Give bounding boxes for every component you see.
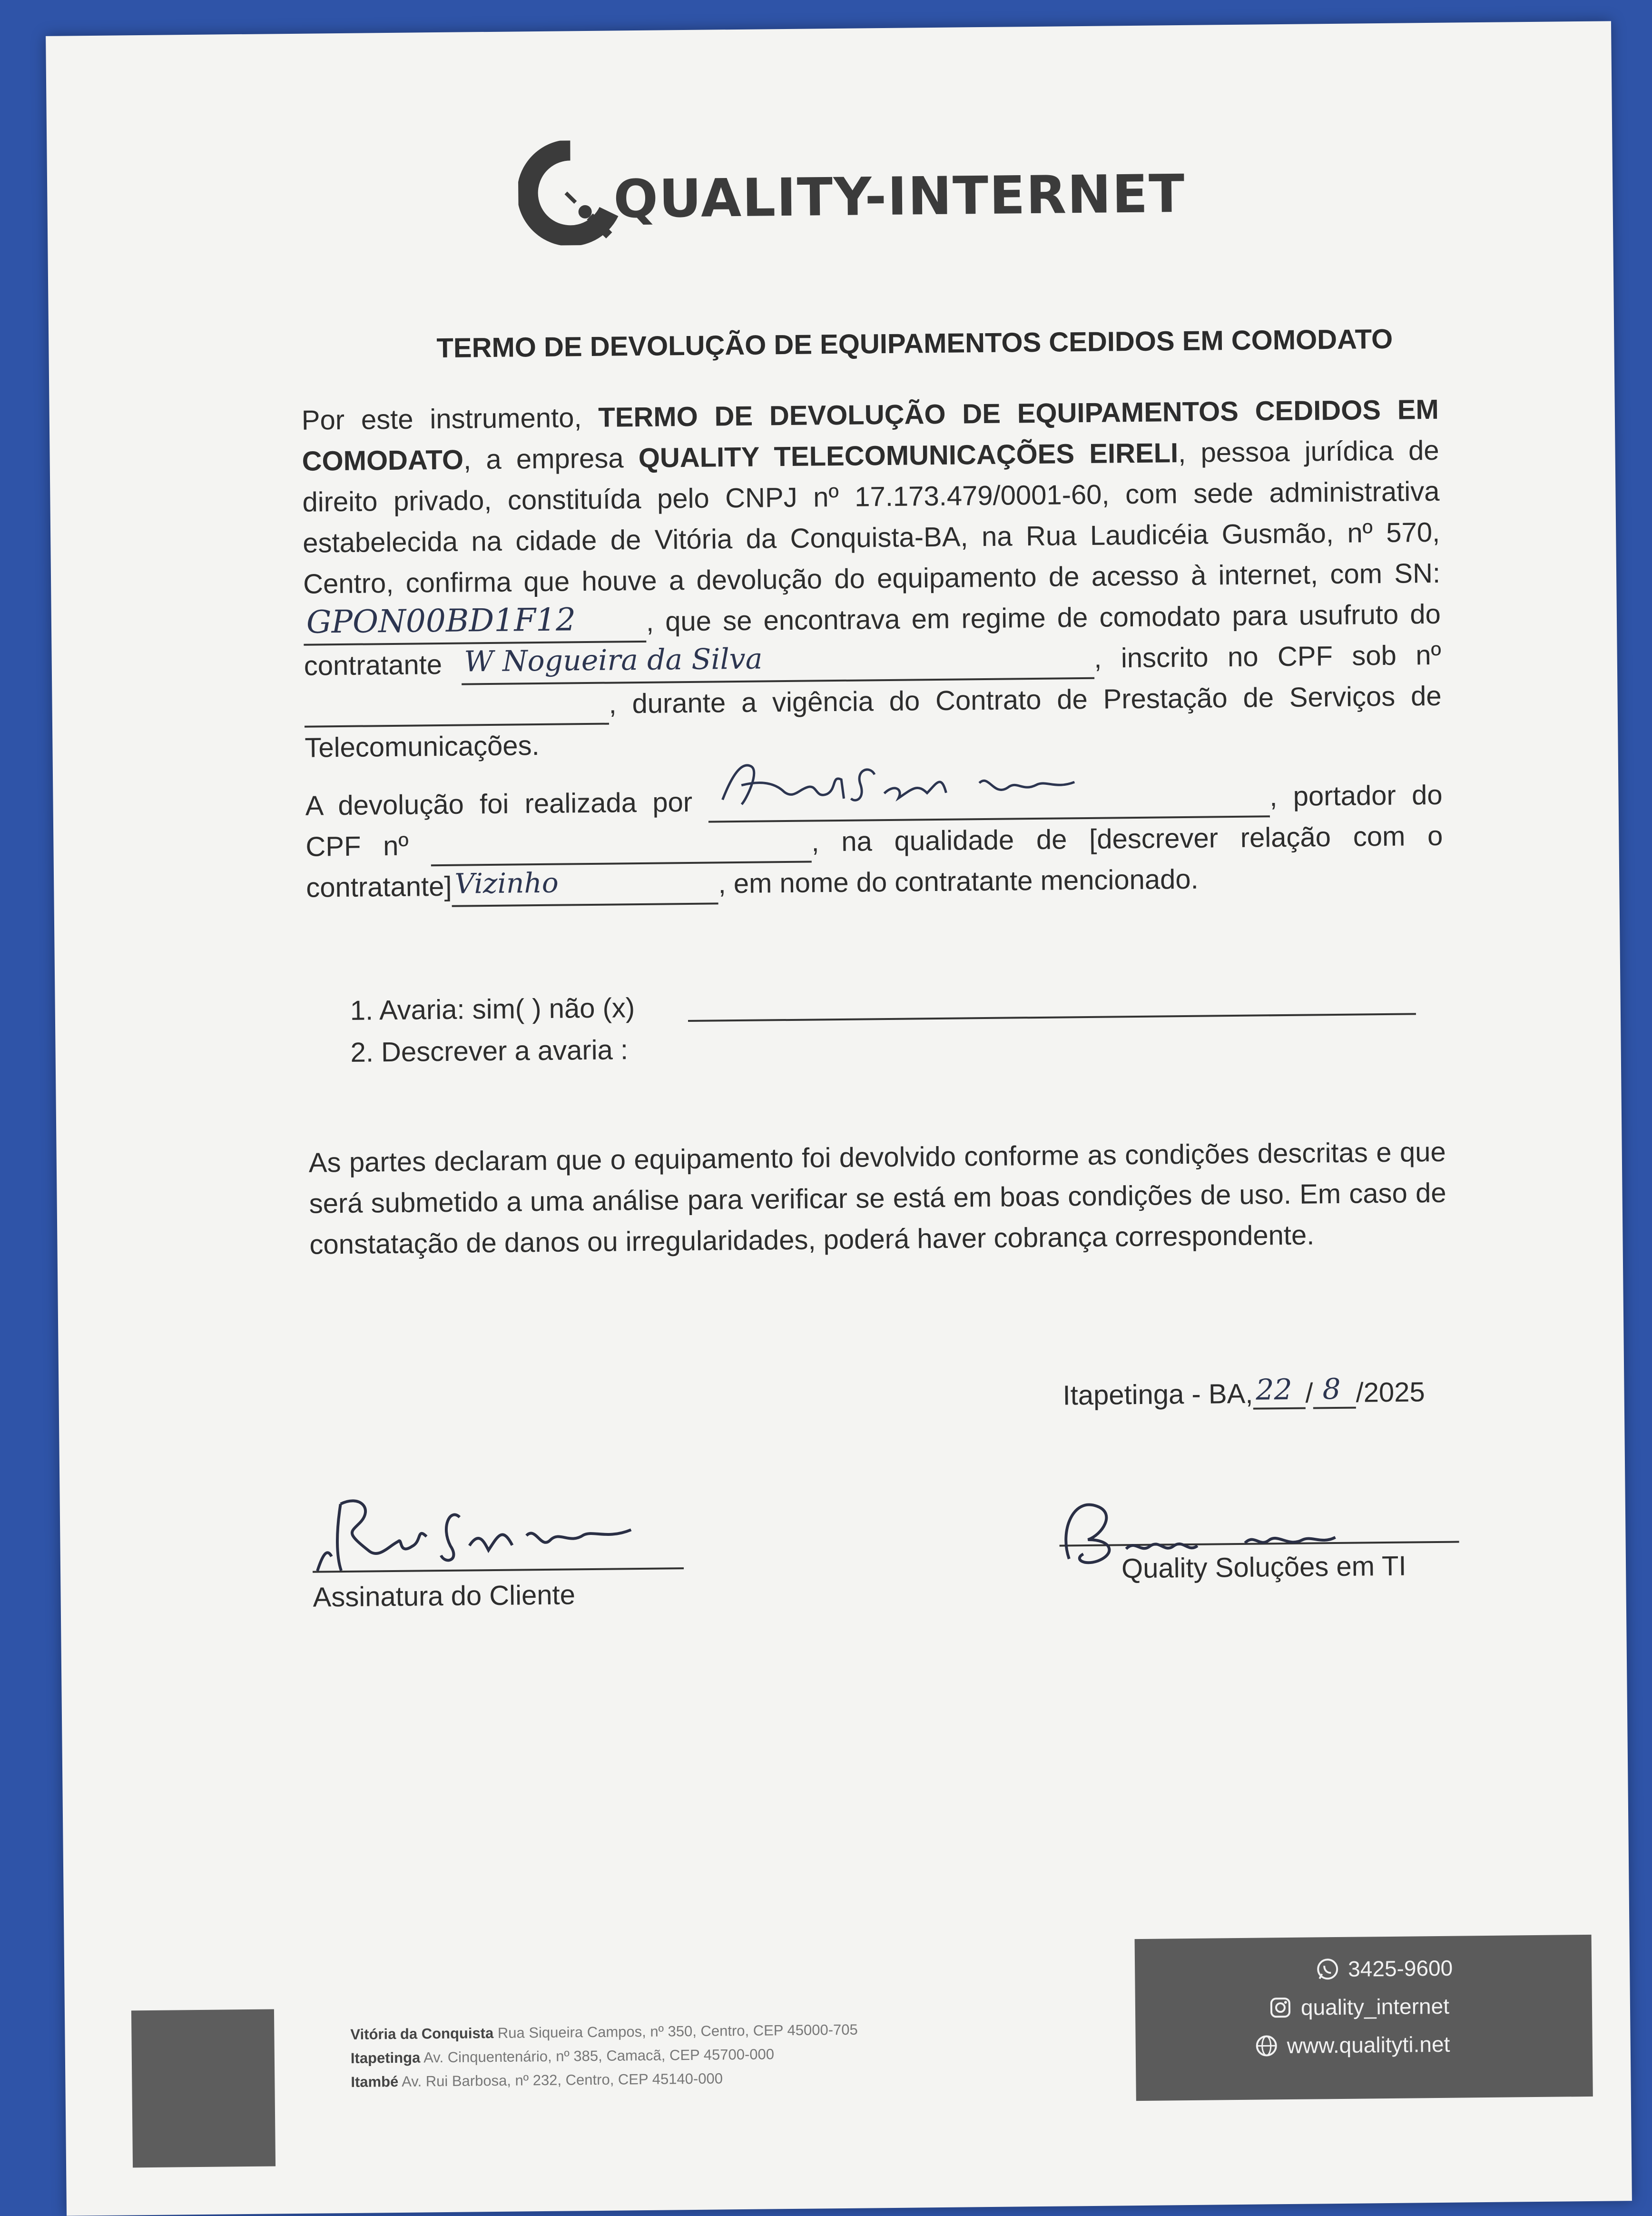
footer-addresses xyxy=(350,2018,858,2094)
month-field[interactable] xyxy=(1313,1375,1356,1409)
contratante-handwritten: W Nogueira da Silva xyxy=(464,638,763,682)
relation-field[interactable] xyxy=(452,872,718,907)
address-city: Vitória da Conquista xyxy=(350,2025,493,2043)
client-signature xyxy=(302,1472,684,1585)
address-line xyxy=(351,2066,858,2094)
document-page xyxy=(46,21,1632,2216)
footer-contact-box xyxy=(1135,1935,1593,2101)
address-line xyxy=(350,2018,858,2047)
returner-signature xyxy=(712,744,1103,819)
company-signature-label: Quality Soluções em TI xyxy=(1121,1550,1460,1585)
address-text: Av. Rui Barbosa, nº 232, Centro, CEP 45140-000 xyxy=(402,2070,723,2089)
year-text: /2025 xyxy=(1356,1376,1425,1408)
month-handwritten: 8 xyxy=(1322,1373,1341,1406)
text-segment: , na qualidade de [descrever relação com o contratante] xyxy=(306,821,1443,903)
contratante-field[interactable] xyxy=(461,647,1094,685)
day-field[interactable] xyxy=(1253,1376,1306,1410)
client-signature-block xyxy=(313,1567,684,1613)
whatsapp-icon xyxy=(1316,1957,1339,1981)
damage-question: 1. Avaria: sim( ) não (x) xyxy=(350,987,635,1032)
website-contact[interactable] xyxy=(1254,2031,1450,2059)
address-text: Av. Cinquentenário, nº 385, Camacã, CEP 45700-000 xyxy=(423,2046,774,2066)
phone-contact xyxy=(1316,1955,1453,1982)
text-segment: , em nome do contratante mencionado. xyxy=(718,864,1199,900)
logo-q-icon xyxy=(518,140,623,246)
damage-description-field[interactable] xyxy=(688,1013,1416,1022)
text-segment: A devolução foi realizada por xyxy=(305,787,708,821)
instagram-icon xyxy=(1268,1996,1292,2019)
day-handwritten: 22 xyxy=(1256,1373,1292,1407)
text-segment: , portador do CPF nº xyxy=(305,780,1443,862)
cpf-field[interactable] xyxy=(304,692,609,728)
company-logo xyxy=(489,106,1204,260)
paragraph-declaration: As partes declaram que o equipamento foi devolvido conforme as condições descritas e que será submetido a uma análise para verificar se está em boas condições de uso. Em caso de constatação de danos ou irregularidades, poderá haver cobrança correspondente. xyxy=(308,1132,1446,1266)
text-segment: , pessoa jurídica de direito privado, constituída pelo CNPJ nº 17.173.479/0001-60, com sede administrativa estabelecida na cidade de Vitória da Conquista-BA, na Rua Laudicéia Gusmão, nº 570, Centro, confirma que houve a devolução do equipamento de acesso à internet, com SN: xyxy=(302,435,1440,600)
place-date: Itapetinga - BA, 22 / 8 /2025 xyxy=(1062,1375,1425,1411)
address-city: Itambé xyxy=(351,2073,398,2090)
logo-text: QUALITY-INTERNET xyxy=(613,163,1186,230)
address-city: Itapetinga xyxy=(351,2049,421,2067)
website-text[interactable]: www.qualityti.net xyxy=(1287,2031,1450,2058)
globe-icon xyxy=(1255,2034,1278,2058)
instagram-contact xyxy=(1268,1993,1449,2021)
text-segment: , que se encontrava em regime de comodato para usufruto do contratante xyxy=(304,599,1441,682)
phone-text: 3425-9600 xyxy=(1348,1955,1453,1982)
bold-company-name: QUALITY TELECOMUNICAÇÕES EIRELI xyxy=(639,437,1179,474)
relation-handwritten: Vizinho xyxy=(454,862,559,904)
text-segment: , a empresa xyxy=(463,443,639,475)
paragraph-return xyxy=(305,775,1443,909)
text-segment: Por este instrumento, xyxy=(302,402,599,436)
footer-decorative-block xyxy=(131,2009,275,2167)
text-segment: , inscrito no CPF sob nº xyxy=(1094,640,1441,674)
sn-handwritten: GPON00BD1F12 xyxy=(306,599,576,643)
client-signature-label: Assinatura do Cliente xyxy=(313,1578,684,1613)
returner-cpf-field[interactable] xyxy=(431,831,812,867)
returned-by-field[interactable] xyxy=(708,785,1270,822)
damage-description-label: 2. Descrever a avaria : xyxy=(350,1029,635,1074)
instagram-text: quality_internet xyxy=(1301,1993,1449,2020)
bold-term-title: TERMO DE DEVOLUÇÃO DE EQUIPAMENTOS CEDIDOS EM COMODATO xyxy=(302,394,1439,477)
text-segment: , durante a vigência do Contrato de Prestação de Serviços de Telecomunicações. xyxy=(305,681,1442,763)
document-title: TERMO DE DEVOLUÇÃO DE EQUIPAMENTOS CEDIDOS EM COMODATO xyxy=(348,322,1481,365)
address-text: Rua Siqueira Campos, nº 350, Centro, CEP 45000-705 xyxy=(498,2021,858,2041)
company-signature-block xyxy=(1060,1541,1460,1585)
place-text: Itapetinga - BA, xyxy=(1062,1378,1253,1411)
company-signature xyxy=(1054,1484,1388,1569)
paragraph-intro xyxy=(301,389,1442,769)
damage-list xyxy=(350,987,635,1074)
